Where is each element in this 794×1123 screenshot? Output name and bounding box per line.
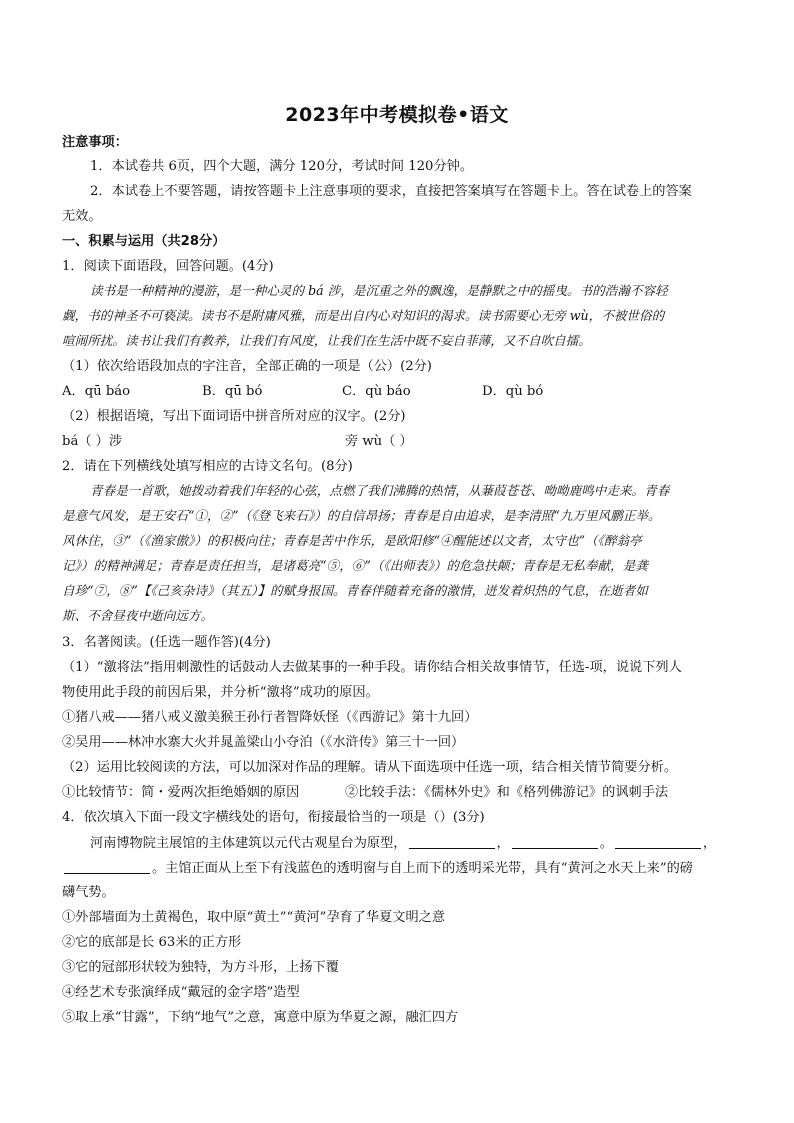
section-1-heading: 一、积累与运用（共28分） <box>62 234 226 249</box>
q3-sub2: （2）运用比较阅读的方法，可以加深对作品的理解。请从下面选项中任选一项，结合相关情节简要分析。 <box>62 760 678 775</box>
q3-item-2: ②吴用——林冲水寨大火并晁盖梁山小夺泊（《水浒传》第三十一回） <box>62 735 465 750</box>
q1-sub1: （1）依次给语段加点的字注音，全部正确的一项是（公）(2分) <box>62 359 432 374</box>
q3-sub1-line-1: （1）“激将法”指用刺激性的话鼓动人去做某事的一种手段。请你结合相关故事情节，任选-项，说说下列人 <box>62 660 682 675</box>
q4-passage-line-3: 礴气势。 <box>62 885 115 900</box>
q1-option-d: D．qù bó <box>482 384 544 399</box>
q1-passage-line-3: 喧闹所扰。读书让我们有教养，让我们有风度，让我们在生活中既不妄自菲薄，又不自吹自擂。 <box>62 333 591 348</box>
q1-option-c: C．qù báo <box>342 384 411 399</box>
q4-passage-line-2 <box>62 861 734 875</box>
q4-option-5: ⑤取上承“甘露”，下纳“地气”之意，寓意中原为华夏之源，融汇四方 <box>62 1010 459 1025</box>
q4-separator-3: ， <box>702 836 717 851</box>
q4-passage-line-1 <box>90 836 762 850</box>
q4-blank-3 <box>615 836 701 849</box>
q4-separator-2: 。 <box>599 836 613 851</box>
q1-option-b: B．qū bó <box>202 384 263 399</box>
q4-option-3: ③它的冠部形状较为独特，为方斗形，上扬下覆 <box>62 960 339 975</box>
q4-option-1: ①外部墙面为土黄褐色，取中原“黄土”“黄河”孕育了华夏文明之意 <box>62 910 446 925</box>
q4-blank-2 <box>512 836 598 849</box>
notice-item-2b: 无效。 <box>62 209 102 224</box>
q4-passage-text-1: 河南博物院主展馆的主体建筑以元代古观星台为原型， <box>90 836 407 851</box>
q1-sub2: （2）根据语境，写出下面词语中拼音所对应的汉字。(2分) <box>62 409 406 424</box>
q4-separator-1: ， <box>496 836 510 851</box>
notice-item-1: 1．本试卷共 6页，四个大题，满分 120分，考试时间 120分钟。 <box>90 159 474 174</box>
q4-blank-4 <box>64 861 150 874</box>
q1-option-a: A．qū báo <box>62 384 131 399</box>
q2-passage-line-6: 斯、不舍昼夜中逝向远方。 <box>62 608 214 623</box>
q4-option-4: ④经艺术专张演绎成“戴冠的金字塔”造型 <box>62 985 300 1000</box>
q3-sub1-line-2: 物使用此手段的前因后果，并分析“激将”成功的原因。 <box>62 685 379 700</box>
q1-passage-line-1: 读书是一种精神的漫游，是一种心灵的 bá 涉，是沉重之外的飘逸，是静默之中的摇曳。书的浩瀚不容轻 <box>90 283 668 298</box>
q1-stem: 1．阅读下面语段，回答问题。(4分) <box>62 259 274 274</box>
q2-passage-line-3: 风休住，③”（《渔家傲》）的积极向往；青春是苦中作乐，是欧阳修“④醒能述以文者，太守也”（《醉翁亭 <box>62 533 642 548</box>
notice-heading: 注意事项： <box>62 135 128 150</box>
q2-passage-line-5: 自珍“⑦，⑧”【《己亥杂诗》（其五）】的赋身报国。青春伴随着充备的激情，迸发着炽热的气息，在逝者如 <box>62 583 648 598</box>
q1-blank-2: 旁 wù（ ） <box>345 434 413 449</box>
q2-passage-line-2: 是意气风发，是王安石“①，②”（《登飞来石》）的自信昂扬；青春是自由追求，是李清照“九万里风鹏正举。 <box>62 508 661 523</box>
q1-blank-1: bá（ ）涉 <box>62 434 123 449</box>
q4-option-2: ②它的底部是长 63米的正方形 <box>62 935 242 950</box>
q3-option-1: ①比较情节：简・爱两次拒绝婚姻的原因 <box>62 785 300 800</box>
notice-item-2a: 2．本试卷上不要答题，请按答题卡上注意事项的要求，直接把答案填写在答题卡上。答在试卷上的答案 <box>90 184 692 199</box>
q4-stem: 4．依次填入下面一段文字横线处的语句，衔接最恰当的一项是（）(3分) <box>62 810 485 825</box>
q4-blank-1 <box>409 836 495 849</box>
q2-passage-line-1: 青春是一首歌，她拨动着我们年轻的心弦，点燃了我们沸腾的热情，从蒹葭苍苍、呦呦鹿鸣中走来。青春 <box>90 483 670 498</box>
page-title: 2023年中考模拟卷•语文 <box>285 104 509 126</box>
q4-passage-text-2: 。主馆正面从上至下有浅蓝色的透明窗与自上而下的透明采光带，具有“黄河之水天上来”的磅 <box>152 861 693 876</box>
q3-stem: 3．名著阅读。(任选一题作答)(4分) <box>62 635 271 650</box>
q2-stem: 2．请在下列横线处填写相应的古诗文名句。(8分) <box>62 459 353 474</box>
q3-option-2: ②比较手法：《儒林外史》和《格列佛游记》的讽刺手法 <box>345 785 669 800</box>
q1-passage-line-2: 觑，书的神圣不可亵渎。读书不是附庸风雅，而是出自内心对知识的渴求。读书需要心无旁 wù，不被世俗的 <box>62 308 665 323</box>
q3-item-1: ①猪八戒——猪八戒义激美猴王孙行者智降妖怪（《西游记》第十九回） <box>62 710 478 725</box>
q2-passage-line-4: 记》）的精神满足；青春是责任担当，是诸葛亮“⑤，⑥”（《出师表》）的危急扶颠；青春是无私奉献，是龚 <box>62 558 648 573</box>
